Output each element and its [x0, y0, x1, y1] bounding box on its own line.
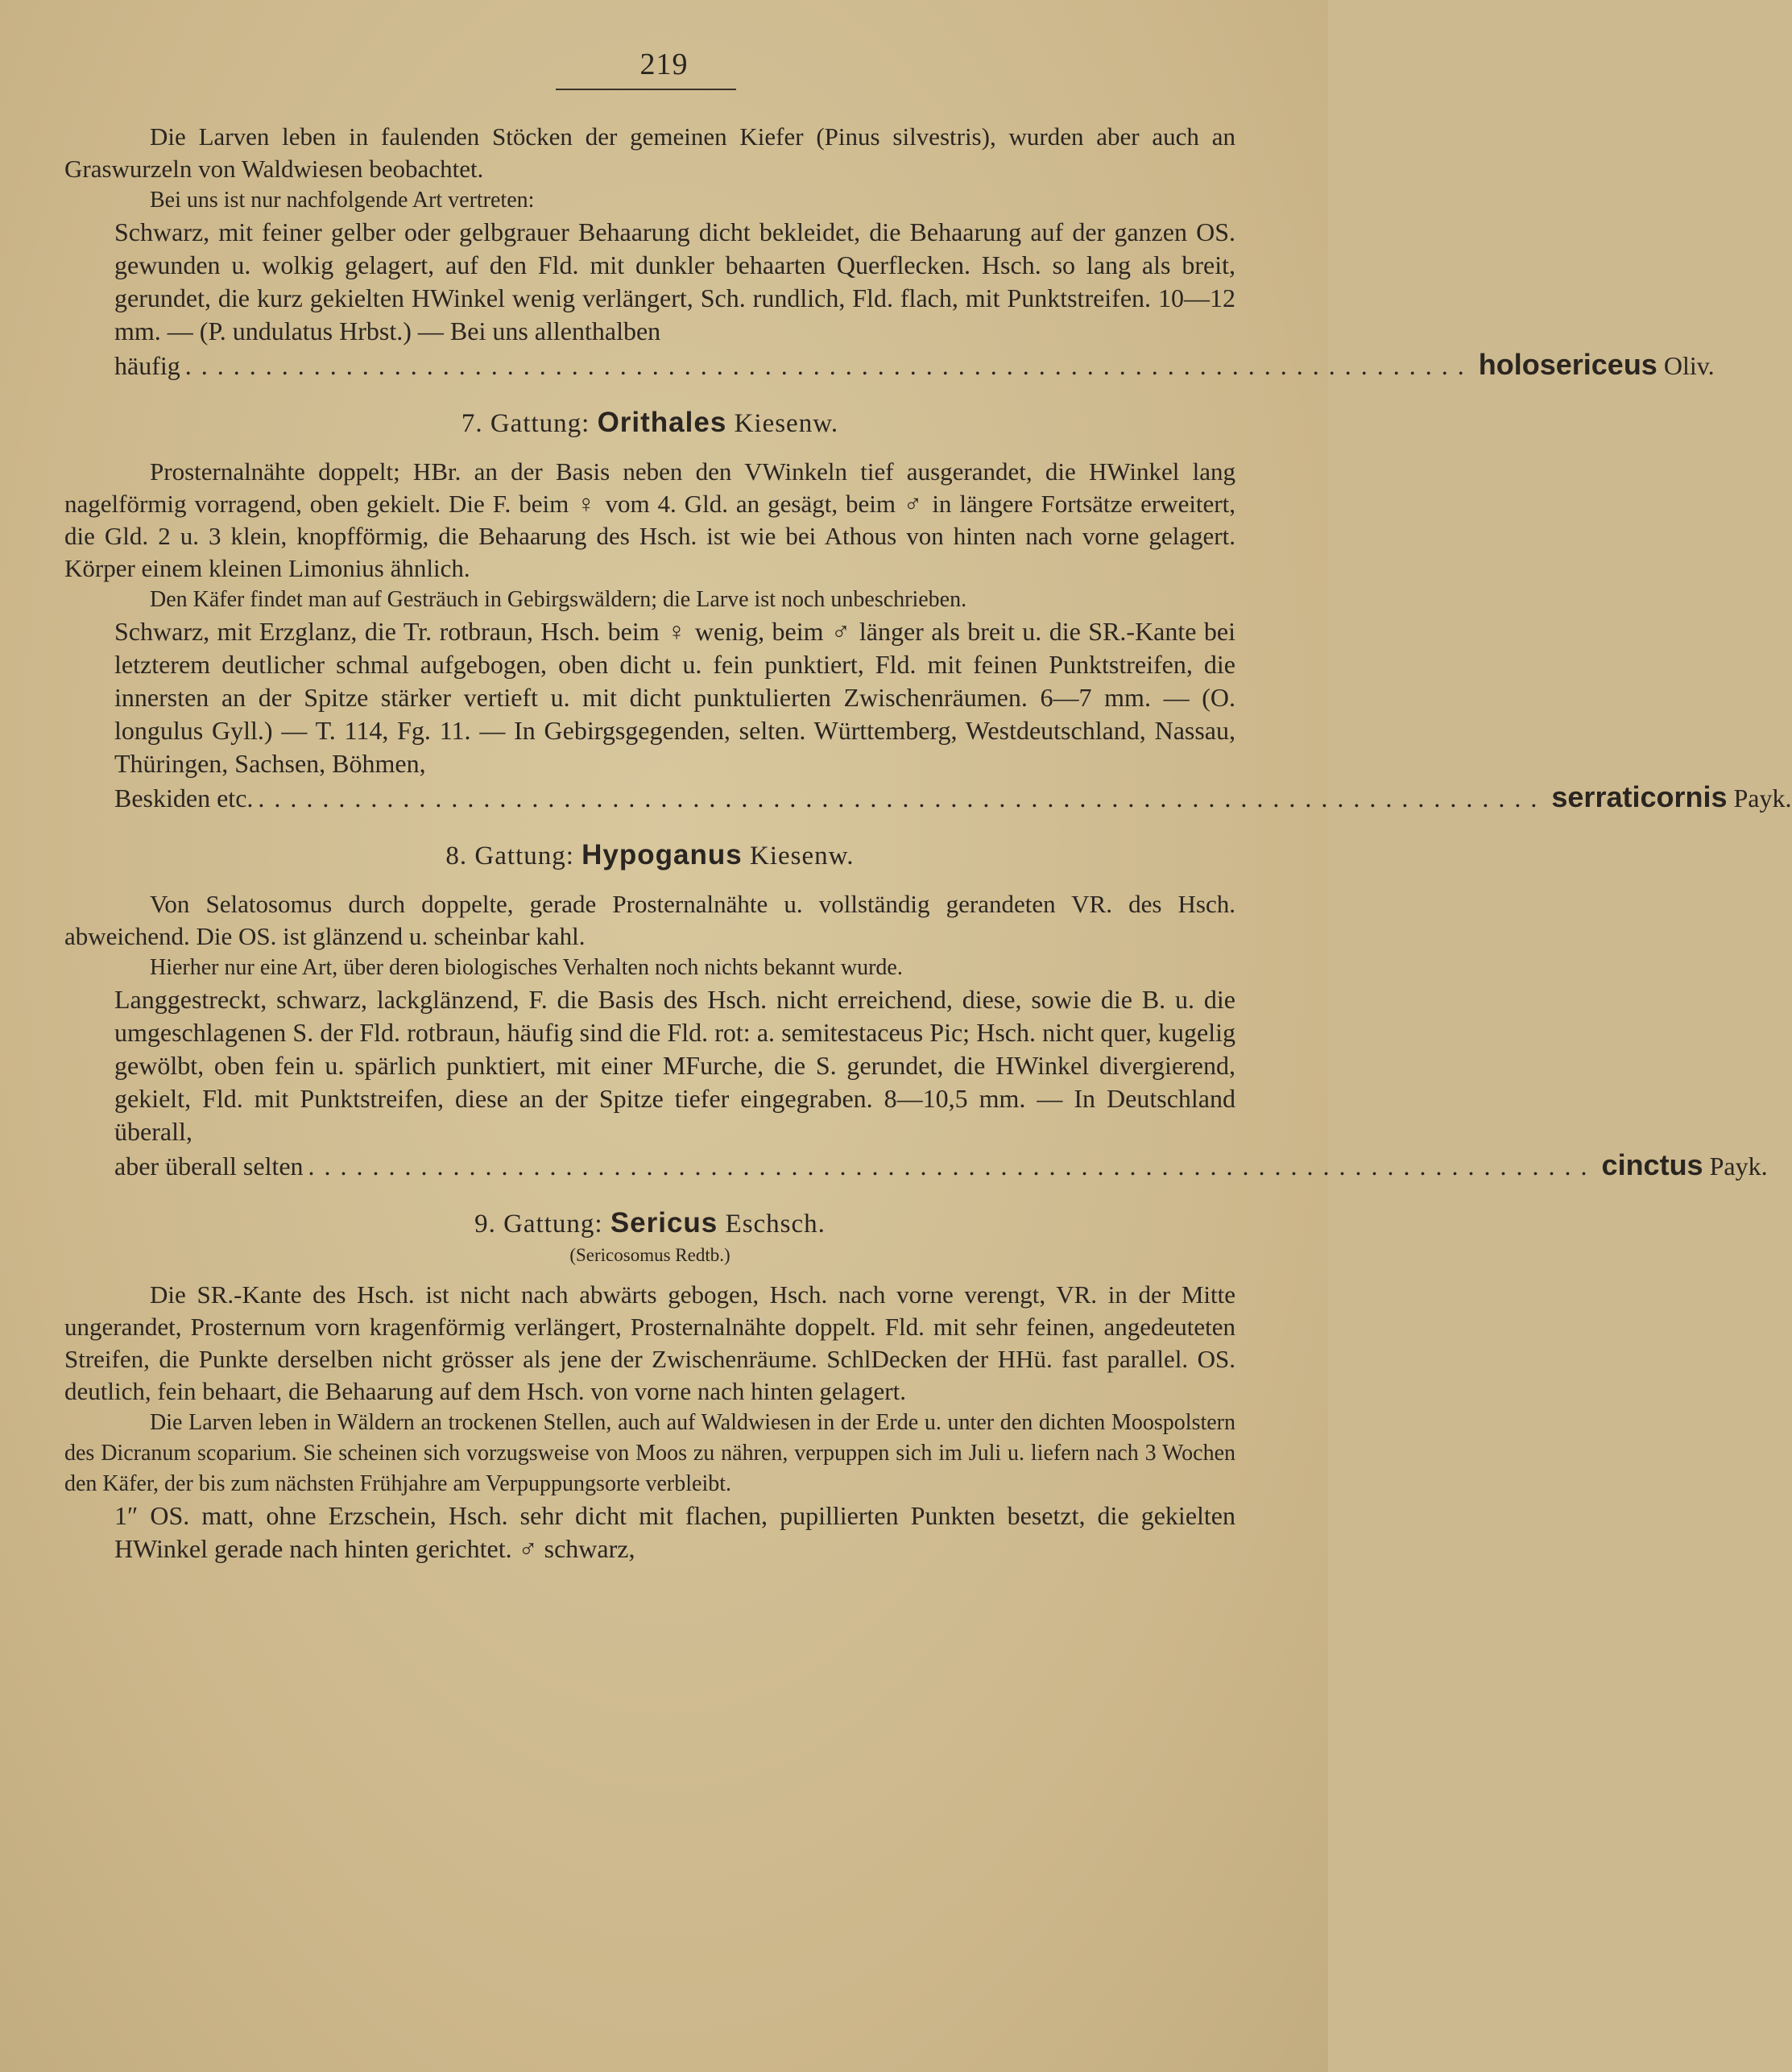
- species-line: [64, 780, 1792, 815]
- page-content: [64, 121, 1792, 1565]
- species-name: holosericeus: [1478, 348, 1657, 381]
- header-rule: [556, 89, 736, 90]
- species-line: [64, 348, 1715, 383]
- species-author: Payk.: [1733, 784, 1792, 813]
- genus-author: Kiesenw.: [734, 409, 839, 438]
- genus-author: Eschsch.: [725, 1210, 826, 1239]
- genus-heading: [64, 1206, 1235, 1242]
- genus-name: Orithales: [597, 407, 727, 438]
- genus-name: Sericus: [610, 1207, 718, 1239]
- species-line: [64, 1148, 1768, 1183]
- species-distribution: aber überall selten: [114, 1152, 304, 1181]
- leader-dots: ................................................................................: [308, 1152, 1597, 1181]
- species-description: Schwarz, mit feiner gelber oder gelbgrauer Behaarung dicht bekleidet, die Behaarung auf der ganzen OS. gewunden u. wolkig gelagert, auf den Fld. mit dunkler behaarten Querflecken. Hsch. so lang als breit, gerundet, die kurz gekielten HWinkel wenig verlängert, Sch. rundlich, Fld. flach, mit Punktstreifen. 10—12 mm. — (P. undulatus Hrbst.) — Bei uns allenthalben: [114, 217, 1235, 345]
- page-number: 219: [639, 48, 689, 81]
- species-distribution: Beskiden etc.: [114, 784, 254, 813]
- species-entry: [1602, 1148, 1768, 1183]
- species-distribution: häufig: [114, 351, 180, 380]
- genus-name: Hypoganus: [581, 839, 743, 871]
- genus-number: 7. Gattung:: [461, 409, 590, 438]
- species-name: cinctus: [1601, 1148, 1703, 1181]
- genus-description: Die SR.-Kante des Hsch. ist nicht nach abwärts gebogen, Hsch. nach vorne verengt, VR. in der Mitte ungerandet, Prosternum vorn kragenförmig verlängert, Prosternalnähte doppelt. Fld. mit sehr feinen, angedeuteten Streifen, die Punkte derselben nicht grösser als jene der Zwischenräume. SchlDecken der HHü. fast parallel. OS. deutlich, fein behaart, die Behaarung auf dem Hsch. von vorne nach hinten gelagert.: [64, 1280, 1235, 1405]
- leader-dots: ................................................................................: [184, 351, 1474, 380]
- biology-note: Hierher nur eine Art, über deren biologisches Verhalten noch nichts bekannt wurde.: [150, 955, 903, 980]
- genus-description: Von Selatosomus durch doppelte, gerade Prosternalnähte u. vollständig gerandeten VR. des Hsch. abweichend. Die OS. ist glänzend u. scheinbar kahl.: [64, 890, 1235, 950]
- biology-note: Die Larven leben in Wäldern an trockenen Stellen, auch auf Waldwiesen in der Erde u. unter den dichten Moospolstern des Dicranum scoparium. Sie scheinen sich vorzugsweise von Moos zu nähren, verpuppen sich im Juli u. liefern nach 3 Wochen den Käfer, der bis zum nächsten Frühjahre am Verpuppungsorte verbleibt.: [64, 1410, 1235, 1496]
- species-author: Oliv.: [1663, 351, 1715, 380]
- genus-description: Prosternalnähte doppelt; HBr. an der Basis neben den VWinkeln tief ausgerandet, die HWinkel lang nagelförmig vorragend, oben gekielt. Die F. beim ♀ vom 4. Gld. an gesägt, beim ♂ in längere Fortsätze erweitert, die Gld. 2 u. 3 klein, knopfförmig, die Behaarung des Hsch. ist wie bei Athous von hinten nach vorne gelagert. Körper einem kleinen Limonius ähnlich.: [64, 457, 1235, 582]
- species-description: Schwarz, mit Erzglanz, die Tr. rotbraun, Hsch. beim ♀ wenig, beim ♂ länger als breit u. die SR.-Kante bei letzterem deutlicher schmal aufgebogen, oben dicht u. fein punktiert, Fld. mit feinen Punktstreifen, die innersten an der Spitze stärker vertieft u. mit dicht punktulierten Zwischenräumen. 6—7 mm. — (O. longulus Gyll.) — T. 114, Fg. 11. — In Gebirgsgegenden, selten. Württemberg, Westdeutschland, Nassau, Thüringen, Sachsen, Böhmen,: [114, 617, 1235, 778]
- species-name: serraticornis: [1551, 780, 1728, 813]
- genus-synonym: (Sericosomus Redtb.): [569, 1245, 730, 1265]
- genus-author: Kiesenw.: [749, 842, 855, 871]
- genus-heading: [64, 405, 1235, 441]
- species-description: Langgestreckt, schwarz, lackglänzend, F. die Basis des Hsch. nicht erreichend, diese, sowie die B. u. die umgeschlagenen S. der Fld. rotbraun, häufig sind die Fld. rot: a. semitestaceus Pic; Hsch. nicht quer, kugelig gewölbt, oben fein u. spärlich punktiert, mit einer MFurche, die S. gerundet, die HWinkel divergierend, gekielt, Fld. mit Punktstreifen, diese an der Spitze tiefer eingegraben. 8—10,5 mm. — In Deutschland überall,: [114, 985, 1235, 1146]
- biology-note: Bei uns ist nur nachfolgende Art vertreten:: [150, 188, 535, 213]
- species-entry: [1479, 348, 1715, 383]
- genus-heading: [64, 837, 1235, 874]
- genus-number: 8. Gattung:: [445, 842, 574, 871]
- key-couplet: 1″ OS. matt, ohne Erzschein, Hsch. sehr dicht mit flachen, pupillierten Punkten besetzt, die gekielten HWinkel gerade nach hinten gerichtet. ♂ schwarz,: [114, 1501, 1235, 1563]
- leader-dots: ................................................................................: [258, 784, 1547, 813]
- genus-description: Die Larven leben in faulenden Stöcken der gemeinen Kiefer (Pinus silvestris), wurden aber auch an Graswurzeln von Waldwiesen beobachtet.: [64, 122, 1235, 183]
- species-entry: [1551, 780, 1791, 815]
- species-author: Payk.: [1709, 1152, 1768, 1181]
- genus-number: 9. Gattung:: [474, 1210, 603, 1239]
- biology-note: Den Käfer findet man auf Gesträuch in Gebirgswäldern; die Larve ist noch unbeschrieben.: [150, 587, 967, 612]
